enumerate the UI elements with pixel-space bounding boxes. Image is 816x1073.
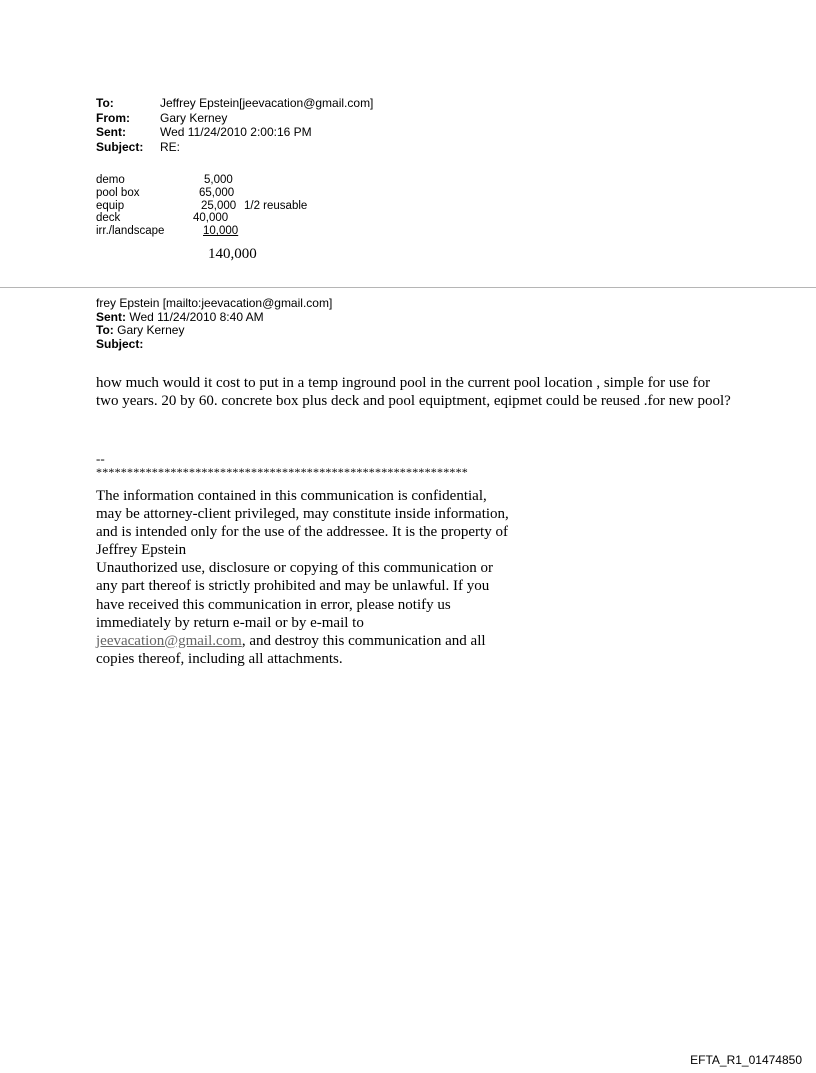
cost-amount: 25,000 (201, 199, 237, 212)
original-subject-row (96, 338, 332, 352)
message-divider (0, 287, 816, 288)
original-subject-label: Subject: (96, 336, 144, 351)
header-sent-row (96, 125, 373, 140)
cost-amount: 65,000 (199, 186, 235, 199)
original-sent-row (96, 311, 332, 325)
signature-dashes: -- (96, 451, 105, 466)
cost-amount: 5,000 (204, 174, 233, 186)
email-header (96, 96, 373, 154)
header-to-row (96, 96, 373, 111)
to-label: To: (96, 96, 114, 110)
original-sent-label: Sent: (96, 309, 126, 324)
cost-total: 140,000 (208, 246, 257, 262)
to-value: Jeffrey Epstein[jeevacation@gmail.com] (160, 96, 374, 110)
original-from-line: frey Epstein [mailto:jeevacation@gmail.com] (96, 296, 333, 310)
subject-label: Subject: (96, 139, 144, 154)
message-body: how much would it cost to put in a temp inground pool in the current pool location , simple for use for two years. 20 by 60. concrete box plus deck and pool equiptment, eqipmet could be reused .for new pool? (96, 375, 731, 409)
cost-item: demo (96, 174, 125, 186)
cost-item: equip (96, 199, 125, 212)
disclaimer-part1: The information contained in this communication is confidential, may be attorney-client privileged, may constitute inside information, and is intended only for the use of the addressee. It is the property of (96, 488, 509, 541)
cost-item: pool box (96, 186, 140, 199)
original-sent-value: Wed 11/24/2010 8:40 AM (129, 309, 264, 324)
original-to-row (96, 324, 332, 338)
original-to-value: Gary Kerney (117, 323, 185, 337)
sent-label: Sent: (96, 125, 126, 139)
cost-amount: 10,000 (203, 225, 239, 238)
disclaimer-email-link[interactable]: jeevacation@gmail.com (96, 632, 242, 649)
cost-item: deck (96, 212, 121, 225)
cost-item: irr./landscape (96, 225, 165, 238)
cost-note: 1/2 reusable (244, 199, 308, 212)
from-value: Gary Kerney (160, 110, 228, 125)
disclaimer-part3: , and destroy this communication and all copies thereof, including all attachments. (96, 632, 486, 667)
from-label: From: (96, 110, 130, 125)
sent-value: Wed 11/24/2010 2:00:16 PM (160, 125, 312, 139)
document-id: EFTA_R1_01474850 (690, 1053, 802, 1067)
original-to-label: To: (96, 323, 114, 337)
header-from-row (96, 111, 373, 126)
header-subject-row (96, 140, 373, 155)
original-message-header (96, 297, 332, 351)
cost-amount: 40,000 (193, 212, 229, 225)
disclaimer-part2: Unauthorized use, disclosure or copying of this communication or any part thereof is strictly prohibited and may be unlawful. If you have received this communication in error, please notify us immediately by return e-mail or by e-mail to (96, 560, 493, 631)
confidentiality-disclaimer (96, 487, 516, 668)
disclaimer-owner: Jeffrey Epstein (96, 542, 187, 559)
subject-value: RE: (160, 139, 181, 154)
signature-stars: ************************************************************ (96, 465, 468, 479)
